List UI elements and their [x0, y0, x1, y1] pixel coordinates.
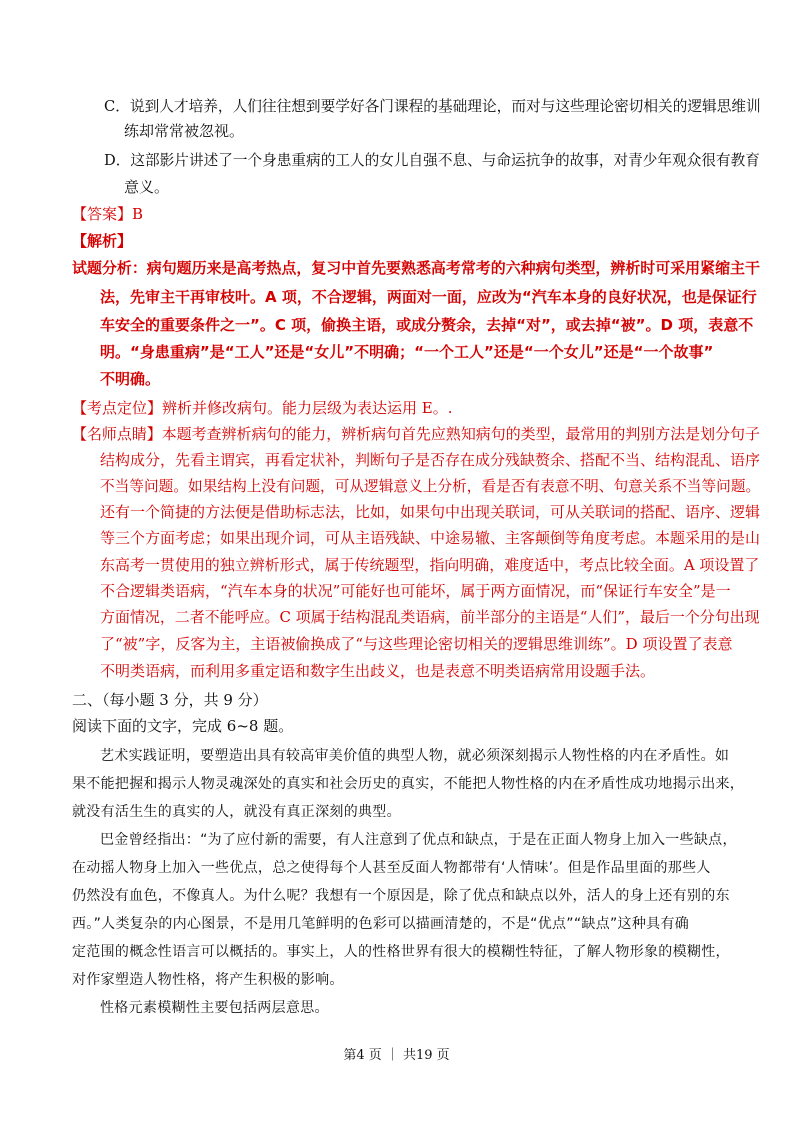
analysis-line: 明。“身患重病”是“工人”还是“女儿”不明确；“一个工人”还是“一个女儿”还是“一个故事” [100, 343, 714, 361]
teacher-note-line: 了“被”字，反客为主，主语被偷换成了“与这些理论密切相关的逻辑思维训练”。D 项设置了表意 [100, 635, 733, 653]
reading-instruction: 阅读下面的文字，完成 6~8 题。 [72, 717, 294, 735]
passage-line: 巴金曾经指出：“为了应付新的需要，有人注意到了优点和缺点，于是在正面人物身上加入一些缺点， [100, 832, 737, 848]
passage-line: 在动摇人物身上加入一些优点，总之使得每个人甚至反面人物都带有‘人情味’。但是作品里面的那些人 [72, 860, 711, 876]
teacher-note-line: 不当等问题。如果结构上没有问题，可从逻辑意义上分析，看是否有表意不明、句意关系不当等问题。 [100, 477, 761, 495]
passage-line: 性格元素模糊性主要包括两层意思。 [100, 1000, 329, 1016]
teacher-note-line: 东高考一贯使用的独立辨析形式，属于传统题型，指向明确，难度适中，考点比较全面。A 项设置了 [100, 556, 760, 574]
section-2-heading: 二、（每小题 3 分，共 9 分） [72, 691, 268, 709]
teacher-note-line: 等三个方面考虑；如果出现介词，可从主语残缺、中途易辙、主客颠倒等角度考虑。本题采用的是山 [100, 529, 761, 547]
passage-line: 仍然没有血色，不像真人。为什么呢？我想有一个原因是，除了优点和缺点以外，活人的身上还有别的东 [72, 888, 730, 904]
teacher-note-line: 结构成分，先看主谓宾，再看定状补，判断句子是否存在成分残缺赘余、搭配不当、结构混乱、语序 [100, 451, 761, 469]
page-footer: 第4 页 ｜ 共19 页 [343, 1048, 450, 1063]
teacher-note-line: 不合逻辑类语病，“汽车本身的状况”可能好也可能坏，属于两方面情况，而“保证行车安全”是一 [100, 582, 731, 600]
teacher-note-line: 还有一个简捷的方法便是借助标志法，比如，如果句中出现关联词，可从关联词的搭配、语序、逻辑 [100, 503, 761, 521]
passage-line: 果不能把握和揭示人物灵魂深处的真实和社会历史的真实，不能把人物性格的内在矛盾性成功地揭示出来， [72, 776, 745, 792]
teacher-note-line: 不明类语病，而利用多重定语和数字生出歧义，也是表意不明类语病常用设题手法。 [100, 662, 656, 680]
option-d-line-1: D．这部影片讲述了一个身患重病的工人的女儿自强不息、与命运抗争的故事，对青少年观众很有教育 [104, 151, 760, 169]
passage-line: 就没有活生生的真实的人，就没有真正深刻的典型。 [72, 804, 401, 820]
answer-label: 【答案】B [72, 205, 144, 223]
teacher-note-line: 【名师点睛】本题考查辨析病句的能力，辨析病句首先应熟知病句的类型，最常用的判别方法是划分句子 [72, 425, 760, 443]
key-point-line: 【考点定位】辨析并修改病句。能力层级为表达运用 E。. [72, 399, 453, 417]
analysis-line: 车安全的重要条件之一”。C 项，偷换主语，或成分赘余，去掉“对”，或去掉“被”。D 项，表意不 [100, 316, 754, 334]
passage-line: 艺术实践证明，要塑造出具有较高审美价值的典型人物，就必须深刻揭示人物性格的内在矛盾性。如 [100, 748, 730, 764]
analysis-line: 法，先审主干再审枝叶。A 项，不合逻辑，两面对一面，应改为“汽车本身的良好状况，也是保证行 [100, 288, 757, 306]
option-c-line-2: 练却常常被忽视。 [124, 122, 245, 140]
analysis-line: 试题分析：病句题历来是高考热点，复习中首先要熟悉高考常考的六种病句类型，辨析时可采用紧缩主干 [72, 259, 760, 277]
passage-line: 定范围的概念性语言可以概括的。事实上，人的性格世界有很大的模糊性特征，了解人物形象的模糊性， [72, 944, 730, 960]
analysis-heading: 【解析】 [72, 232, 133, 250]
passage-line: 西。”人类复杂的内心图景，不是用几笔鲜明的色彩可以描画清楚的，不是“优点”“缺点”这种具有确 [72, 916, 690, 932]
option-d-line-2: 意义。 [124, 178, 170, 196]
passage-line: 对作家塑造人物性格，将产生积极的影响。 [72, 972, 344, 988]
analysis-line: 不明确。 [100, 370, 161, 388]
option-c-line-1: C．说到人才培养，人们往往想到要学好各门课程的基础理论，而对与这些理论密切相关的逻辑思维训 [104, 97, 761, 115]
teacher-note-line: 方面情况，二者不能呼应。C 项属于结构混乱类语病，前半部分的主语是“人们”，最后一个分句出现 [100, 608, 760, 626]
